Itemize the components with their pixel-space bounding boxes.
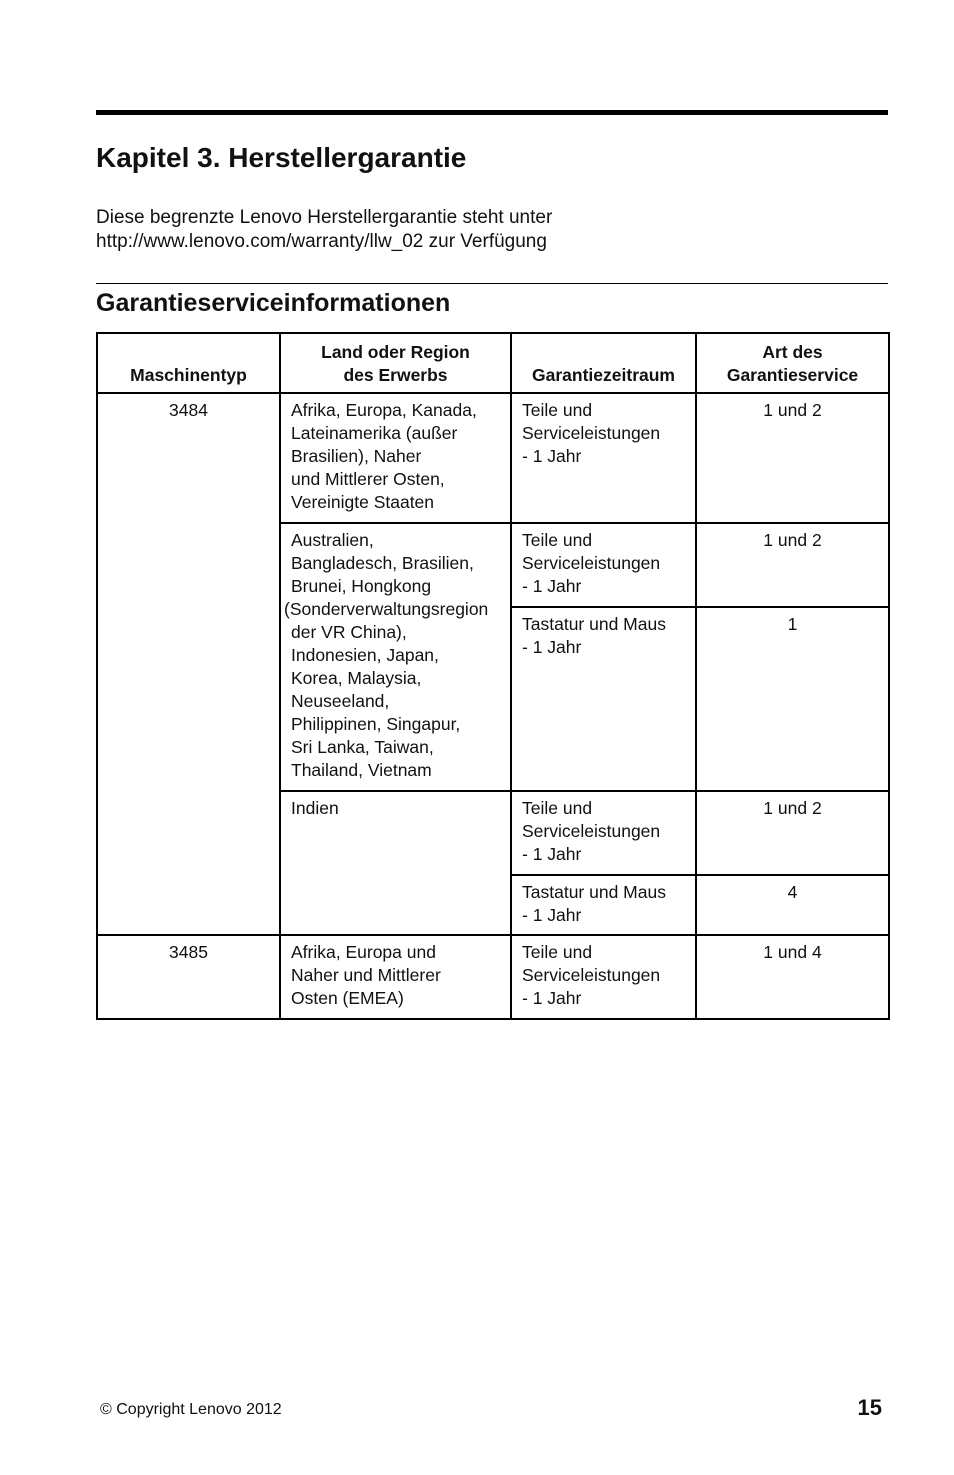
country-line: Sri Lanka, Taiwan, xyxy=(291,737,434,757)
period-line: Teile und xyxy=(522,942,593,962)
period-line: Teile und xyxy=(522,400,593,420)
period-line: - 1 Jahr xyxy=(522,637,582,657)
period-line: - 1 Jahr xyxy=(522,988,582,1008)
period-line: Serviceleistungen xyxy=(522,553,661,573)
country-line: und Mittlerer Osten, xyxy=(291,469,445,489)
table-row xyxy=(97,935,889,1019)
service-type-cell: 4 xyxy=(696,875,889,935)
footer-copyright: © Copyright Lenovo 2012 xyxy=(100,1401,282,1418)
period-cell xyxy=(511,523,696,607)
period-line: Serviceleistungen xyxy=(522,423,661,443)
country-line: Neuseeland, xyxy=(291,691,390,711)
intro-line: Diese begrenzte Lenovo Herstellergarantie steht unter xyxy=(96,207,553,228)
country-line: Lateinamerika (außer xyxy=(291,423,458,443)
service-type-cell: 1 und 2 xyxy=(696,523,889,607)
period-cell xyxy=(511,393,696,523)
country-line: Indien xyxy=(291,798,339,818)
period-line: Tastatur und Maus xyxy=(522,614,666,634)
header-label: Land oder Region xyxy=(321,342,470,362)
header-service-type xyxy=(696,333,889,393)
country-cell xyxy=(280,791,511,935)
country-line: Afrika, Europa und xyxy=(291,942,436,962)
period-line: - 1 Jahr xyxy=(522,576,582,596)
header-label: des Erwerbs xyxy=(343,365,448,385)
country-line: Brunei, Hongkong xyxy=(291,576,432,596)
country-line: Vereinigte Staaten xyxy=(291,492,435,512)
period-cell xyxy=(511,935,696,1019)
machine-type-cell: 3485 xyxy=(97,935,280,1019)
service-type-cell: 1 und 2 xyxy=(696,393,889,523)
chapter-top-rule xyxy=(96,110,888,115)
header-period xyxy=(511,333,696,393)
service-type-cell: 1 und 4 xyxy=(696,935,889,1019)
country-line: Indonesien, Japan, xyxy=(291,645,439,665)
period-line: Serviceleistungen xyxy=(522,821,661,841)
country-line: Philippinen, Singapur, xyxy=(291,714,461,734)
warranty-table xyxy=(96,332,890,1020)
chapter-title: Kapitel 3. Herstellergarantie xyxy=(96,142,467,173)
period-cell xyxy=(511,791,696,875)
country-line: Osten (EMEA) xyxy=(291,988,404,1008)
country-line: Australien, xyxy=(291,530,374,550)
section-title: Garantieserviceinformationen xyxy=(96,289,451,317)
header-label: Art des xyxy=(762,342,823,362)
header-machine-type xyxy=(97,333,280,393)
country-line: Naher und Mittlerer xyxy=(291,965,441,985)
period-line: - 1 Jahr xyxy=(522,905,582,925)
country-cell xyxy=(280,935,511,1019)
header-label: Garantieservice xyxy=(726,365,859,385)
intro-paragraph xyxy=(96,206,888,254)
section-rule xyxy=(96,283,888,284)
header-country xyxy=(280,333,511,393)
period-line: - 1 Jahr xyxy=(522,844,582,864)
country-line: Korea, Malaysia, xyxy=(291,668,422,688)
period-line: Teile und xyxy=(522,530,593,550)
country-line: Thailand, Vietnam xyxy=(291,760,432,780)
country-line: (Sonderverwaltungsregion xyxy=(284,599,489,619)
period-line: Tastatur und Maus xyxy=(522,882,666,902)
period-line: Teile und xyxy=(522,798,593,818)
country-line: Brasilien), Naher xyxy=(291,446,422,466)
country-cell xyxy=(280,393,511,523)
page-number: 15 xyxy=(857,1395,882,1420)
country-cell xyxy=(280,523,511,791)
table-header-row xyxy=(97,333,889,393)
service-type-cell: 1 xyxy=(696,607,889,791)
period-cell xyxy=(511,875,696,935)
machine-type-cell: 3484 xyxy=(97,393,280,935)
period-cell xyxy=(511,607,696,791)
header-label: Garantiezeitraum xyxy=(532,365,675,385)
country-line: der VR China), xyxy=(291,622,407,642)
header-label: Maschinentyp xyxy=(130,365,247,385)
period-line: Serviceleistungen xyxy=(522,965,661,985)
country-line: Afrika, Europa, Kanada, xyxy=(291,400,477,420)
period-line: - 1 Jahr xyxy=(522,446,582,466)
service-type-cell: 1 und 2 xyxy=(696,791,889,875)
intro-line: http://www.lenovo.com/warranty/llw_02 zur Verfügung xyxy=(96,231,547,252)
table-row xyxy=(97,393,889,523)
country-line: Bangladesch, Brasilien, xyxy=(291,553,474,573)
